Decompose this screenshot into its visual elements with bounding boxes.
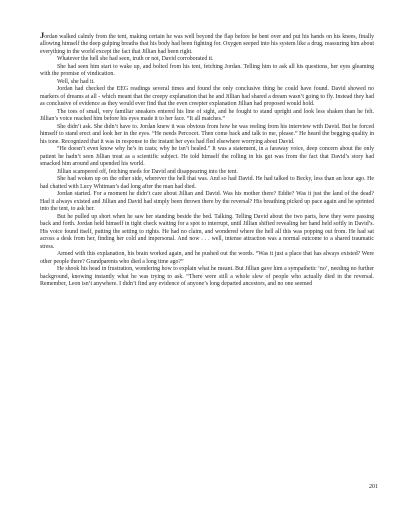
paragraph: Whatever the hell she had seen, truth or not, David corroborated it. bbox=[57, 56, 214, 63]
paragraph: Well, she had it. bbox=[57, 78, 95, 85]
paragraph: Jillian scampered off, fetching meds for David and disappearing into the tent. bbox=[57, 168, 238, 175]
paragraph: But he pulled up short when he saw her standing beside the bed. Talking. Telling David about the two parts, how they were passing back and forth. Jordan held himself in tight check waiting for a spot to interrupt, until Jillian shifted revealing her hand held softly in David’s. His voice found itself, putting the setting to rights. He had no claim, and wondered where the hell all this was popping out from. He had sat across a desk from her, finding her cold and impersonal. And now . . . well, intense attraction was a normal outcome to a shared traumatic stress. bbox=[40, 213, 374, 250]
paragraph: He shook his head in frustration, wondering how to explain what he meant. But Jillian gave him a sympathetic ‘no’, needing no further background, knowing instantly what he was trying to ask. “There were still a whole slew of people who actually died in the reversal. Remember, Leon isn’t anywhere. I didn’t find any evidence of anyone’s long departed ancestors, and no one seemed bbox=[40, 266, 374, 287]
paragraph: Jordan started. For a moment he didn’t care about Jillian and David. Was his mother there? Eddie? Was it just the land of the dead? Had it always existed and Jillian and David had simply been thrown there by the reversal? His breathing picked up pace again and he sprinted into the tent, to ask her. bbox=[40, 191, 374, 213]
paragraph bbox=[40, 32, 374, 56]
paragraph: The toes of small, very familiar sneakers entered his line of sight, and he fought to stand upright and look less shaken than he felt. Jillian’s voice reached him before his eyes made it to her face. “It all matches.” bbox=[40, 108, 374, 123]
paragraph: Armed with this explanation, his brain worked again, and he pushed out the words. “Was it just a place that has always existed? Were other people there? Grandparents who died a long time ago?” bbox=[40, 251, 374, 265]
paragraph: She didn’t ask. She didn’t have to. Jordan knew it was obvious from how he was reeling from his interview with David. But he forced himself to stand erect and look her in the eyes. “He needs Percocet. Then come back and talk to me, please.” He heard the begging quality in his tone. Recognized that it was in response to the instant her eyes had fled elsewhere worrying about David. bbox=[40, 123, 374, 145]
drop-cap: J bbox=[40, 30, 45, 40]
paragraph-text: ordan walked calmly from the tent, making certain he was well beyond the flap before he bent over and put his hands on his knees, finally allowing himself the deep gulping breaths that his body had been fighting for. Oxygen seeped into his system like a drug, reassuring him about everything in the world except the fact that Jillian had been right. bbox=[40, 34, 374, 55]
paragraph: “He doesn’t even know why he’s in casts; why he isn’t healed.” It was a statement, in a faraway voice, deep concern about the only patient he hadn’t seen Jillian treat as a scientific subject. He told himself the rolling in his gut was from the fact that David’s story had smacked him around and upended his world. bbox=[40, 146, 374, 168]
paragraph: She had seen him start to wake up, and bolted from his tent, fetching Jordan. Telling him to ask all his questions, her eyes gleaming with the promise of vindication. bbox=[40, 63, 374, 78]
paragraph: Jordan had checked the EEG readings several times and found the only conclusive thing he could have found. David showed no markers of dreams at all - which meant that the creepy explanation that he and Jillian had shared a dream wasn’t going to fly. Instead they had as conclusive of evidence as they would ever find that the even creepier explanation Jillian had proposed would hold. bbox=[40, 86, 374, 108]
body-text bbox=[40, 32, 374, 288]
page-number: 201 bbox=[369, 484, 378, 490]
paragraph: She had woken up on the other side, wherever the hell that was. And so had David. He had talked to Becky, less than an hour ago. He had chatted with Lucy Whitman’s dad long after the man had died. bbox=[40, 176, 374, 190]
